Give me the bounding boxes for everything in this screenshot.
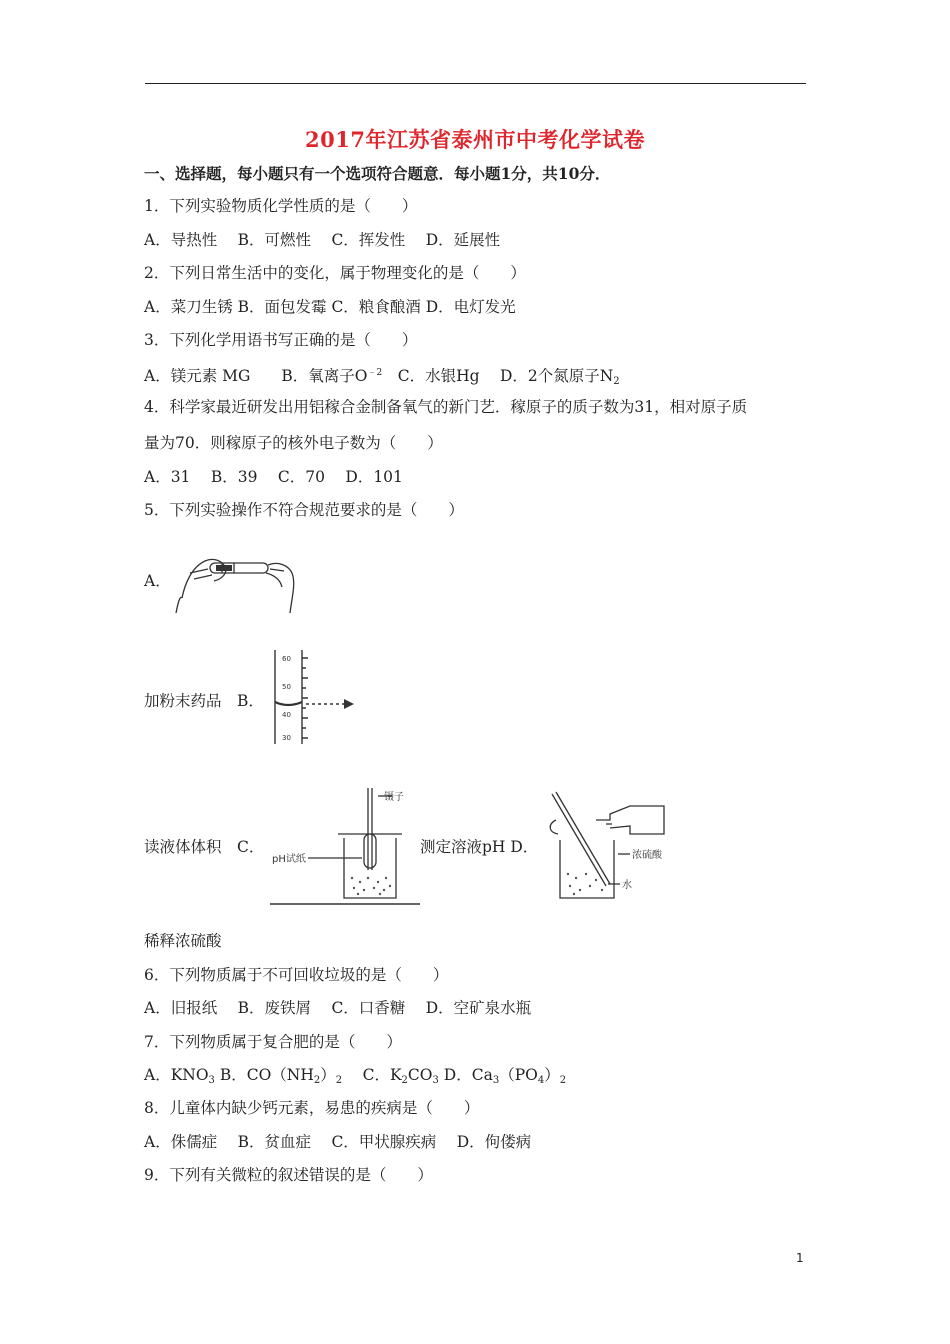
- fig-b-tick-60: 60: [282, 655, 291, 663]
- q9-stem: 9．下列有关微粒的叙述错误的是（ ）: [144, 1166, 433, 1184]
- q2-options: A．菜刀生锈 B．面包发霉 C．粮食酿酒 D．电灯发光: [144, 298, 516, 316]
- fig-c-paper-label: pH试纸: [272, 854, 306, 865]
- q3-charge-sup: ﹣2: [367, 368, 383, 378]
- q7-subscript: 2: [559, 1075, 567, 1086]
- fig-d-water-label: 水: [622, 880, 632, 891]
- page-title: 2017年江苏省泰州市中考化学试卷: [305, 127, 645, 152]
- fig-d-acid-label: 浓硫酸: [632, 850, 662, 861]
- fig-b-tick-50: 50: [282, 683, 291, 691]
- q7-subscript: 2: [335, 1075, 343, 1086]
- q4-options: A．31 B．39 C．70 D．101: [144, 468, 403, 486]
- figure-graduated-cylinder: [272, 648, 387, 748]
- q1-stem: 1．下列实验物质化学性质的是（ ）: [144, 197, 418, 215]
- q3-options: [144, 363, 620, 392]
- fig-c-tweezers-label: 镊子: [384, 792, 404, 803]
- q5-caption-b-label-c: 读液体体积 C．: [144, 838, 265, 856]
- q5-stem: 5．下列实验操作不符合规范要求的是（ ）: [144, 501, 464, 519]
- q8-options: A．侏儒症 B．贫血症 C．甲状腺疾病 D．佝偻病: [144, 1133, 532, 1151]
- q4-stem-line2: 量为70．则稼原子的核外电子数为（ ）: [144, 434, 443, 452]
- header-rule: [145, 83, 806, 84]
- q7-part: （PO: [499, 1066, 538, 1084]
- q7-stem: 7．下列物质属于复合肥的是（ ）: [144, 1033, 402, 1051]
- q5-label-a: A．: [144, 572, 171, 590]
- q7-part: CO: [407, 1066, 433, 1084]
- q6-stem: 6．下列物质属于不可回收垃圾的是（ ）: [144, 966, 449, 984]
- fig-b-tick-30: 30: [282, 734, 291, 742]
- section-heading: 一、选择题，每小题只有一个选项符合题意．每小题1分，共10分．: [144, 164, 611, 183]
- q7-subscript: 3: [208, 1075, 215, 1086]
- figure-ph-test: [268, 782, 423, 907]
- q7-subscript: 2: [401, 1075, 408, 1086]
- q7-part: ）: [544, 1066, 560, 1084]
- q5-caption-a-label-b: 加粉末药品 B．: [144, 692, 264, 710]
- q3-stem: 3．下列化学用语书写正确的是（ ）: [144, 331, 418, 349]
- q7-part: D．Ca: [438, 1066, 493, 1084]
- q5-caption-c-label-d: 测定溶液pH D．: [420, 838, 539, 856]
- figure-dilute-acid: [546, 790, 671, 905]
- page-number: 1: [796, 1251, 804, 1265]
- q7-options: [144, 1065, 566, 1091]
- q6-options: A．旧报纸 B．废铁屑 C．口香糖 D．空矿泉水瓶: [144, 999, 532, 1017]
- q7-subscript: 4: [537, 1075, 545, 1086]
- q3-option-ab: A．镁元素 MG B．氧离子O: [144, 367, 368, 385]
- q2-stem: 2．下列日常生活中的变化，属于物理变化的是（ ）: [144, 264, 526, 282]
- q8-stem: 8．儿童体内缺少钙元素，易患的疾病是（ ）: [144, 1099, 480, 1117]
- q7-part: B．CO（NH: [214, 1066, 314, 1084]
- q7-part: ）: [320, 1066, 336, 1084]
- q5-caption-d: 稀释浓硫酸: [144, 932, 222, 950]
- figure-test-tube-hands: [170, 543, 305, 618]
- q7-part: A．KNO: [144, 1066, 209, 1084]
- q4-stem-line1: 4．科学家最近研发出用铝稼合金制备氧气的新门艺．稼原子的质子数为31，相对原子质: [144, 398, 748, 416]
- q7-subscript: 3: [432, 1075, 439, 1086]
- q1-options: A．导热性 B．可燃性 C．挥发性 D．延展性: [144, 231, 501, 249]
- q3-option-cd: C．水银Hg D．2个氮原子N: [382, 367, 614, 385]
- fig-b-tick-40: 40: [282, 711, 291, 719]
- q7-part: C．K: [342, 1066, 402, 1084]
- q7-subscript: 2: [313, 1075, 321, 1086]
- q3-subscript: 2: [613, 376, 620, 387]
- q7-subscript: 3: [492, 1075, 500, 1086]
